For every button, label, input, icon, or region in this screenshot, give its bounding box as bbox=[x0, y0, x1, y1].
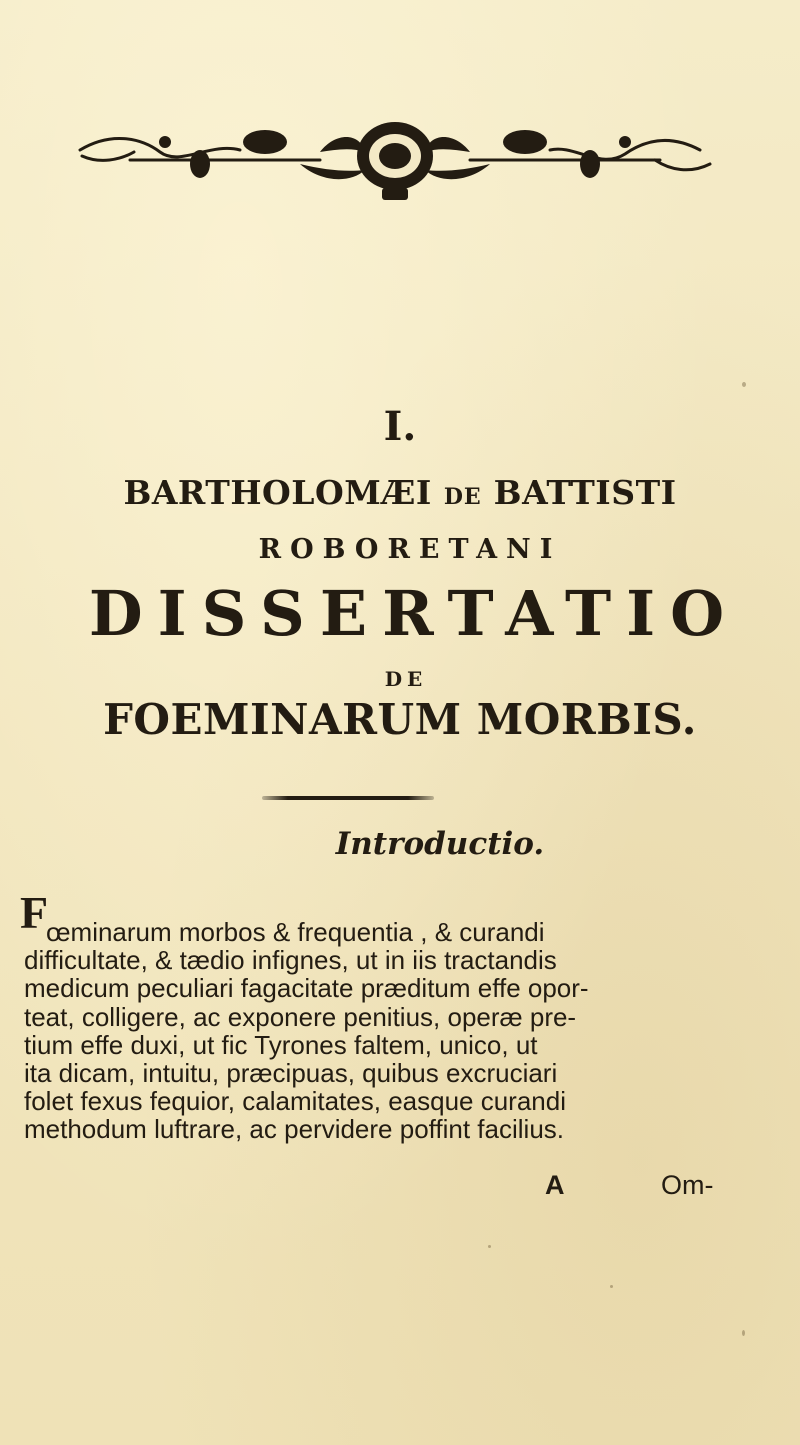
text-line: methodum luftrare, ac pervidere poffint facilius. bbox=[24, 1114, 565, 1145]
document-subject: FOEMINARUM MORBIS. bbox=[103, 695, 697, 744]
catchword: Om- bbox=[661, 1170, 714, 1200]
section-divider bbox=[262, 796, 434, 800]
drop-cap: F bbox=[20, 887, 49, 938]
paper-speck bbox=[742, 1330, 745, 1336]
text-line: medicum peculiari fagacitate præditum effe opor- bbox=[24, 973, 589, 1004]
ornamental-headpiece-icon bbox=[70, 112, 720, 202]
author-first-name: BARTHOLOMÆI bbox=[123, 473, 432, 512]
author-last-name: BATTISTI bbox=[493, 473, 677, 512]
body-text bbox=[24, 918, 794, 1144]
text-line: œminarum morbos & frequentia , & curandi bbox=[46, 917, 545, 947]
author-particle: DE bbox=[443, 484, 482, 510]
dissertation-number: I. bbox=[383, 403, 417, 450]
signature-mark: A bbox=[545, 1170, 565, 1200]
paper-speck bbox=[488, 1245, 491, 1248]
title-preposition: DE bbox=[384, 667, 428, 691]
document-type: DISSERTATIO bbox=[88, 577, 740, 650]
author-name bbox=[0, 473, 800, 512]
text-line: ita dicam, intuitu, præcipuas, quibus excruciari bbox=[24, 1058, 558, 1089]
paper-speck bbox=[742, 382, 746, 387]
text-line: difficultate, & tædio infignes, ut in iis tractandis bbox=[24, 945, 557, 976]
text-line: folet fexus fequior, calamitates, easque curandi bbox=[24, 1086, 566, 1117]
text-line: teat, colligere, ac exponere penitius, operæ pre- bbox=[24, 1001, 577, 1032]
paper-speck bbox=[610, 1285, 613, 1288]
section-heading: Introductio. bbox=[335, 826, 545, 862]
text-line: tium effe duxi, ut fic Tyrones faltem, unico, ut bbox=[24, 1029, 538, 1060]
author-origin: ROBORETANI bbox=[258, 534, 562, 565]
